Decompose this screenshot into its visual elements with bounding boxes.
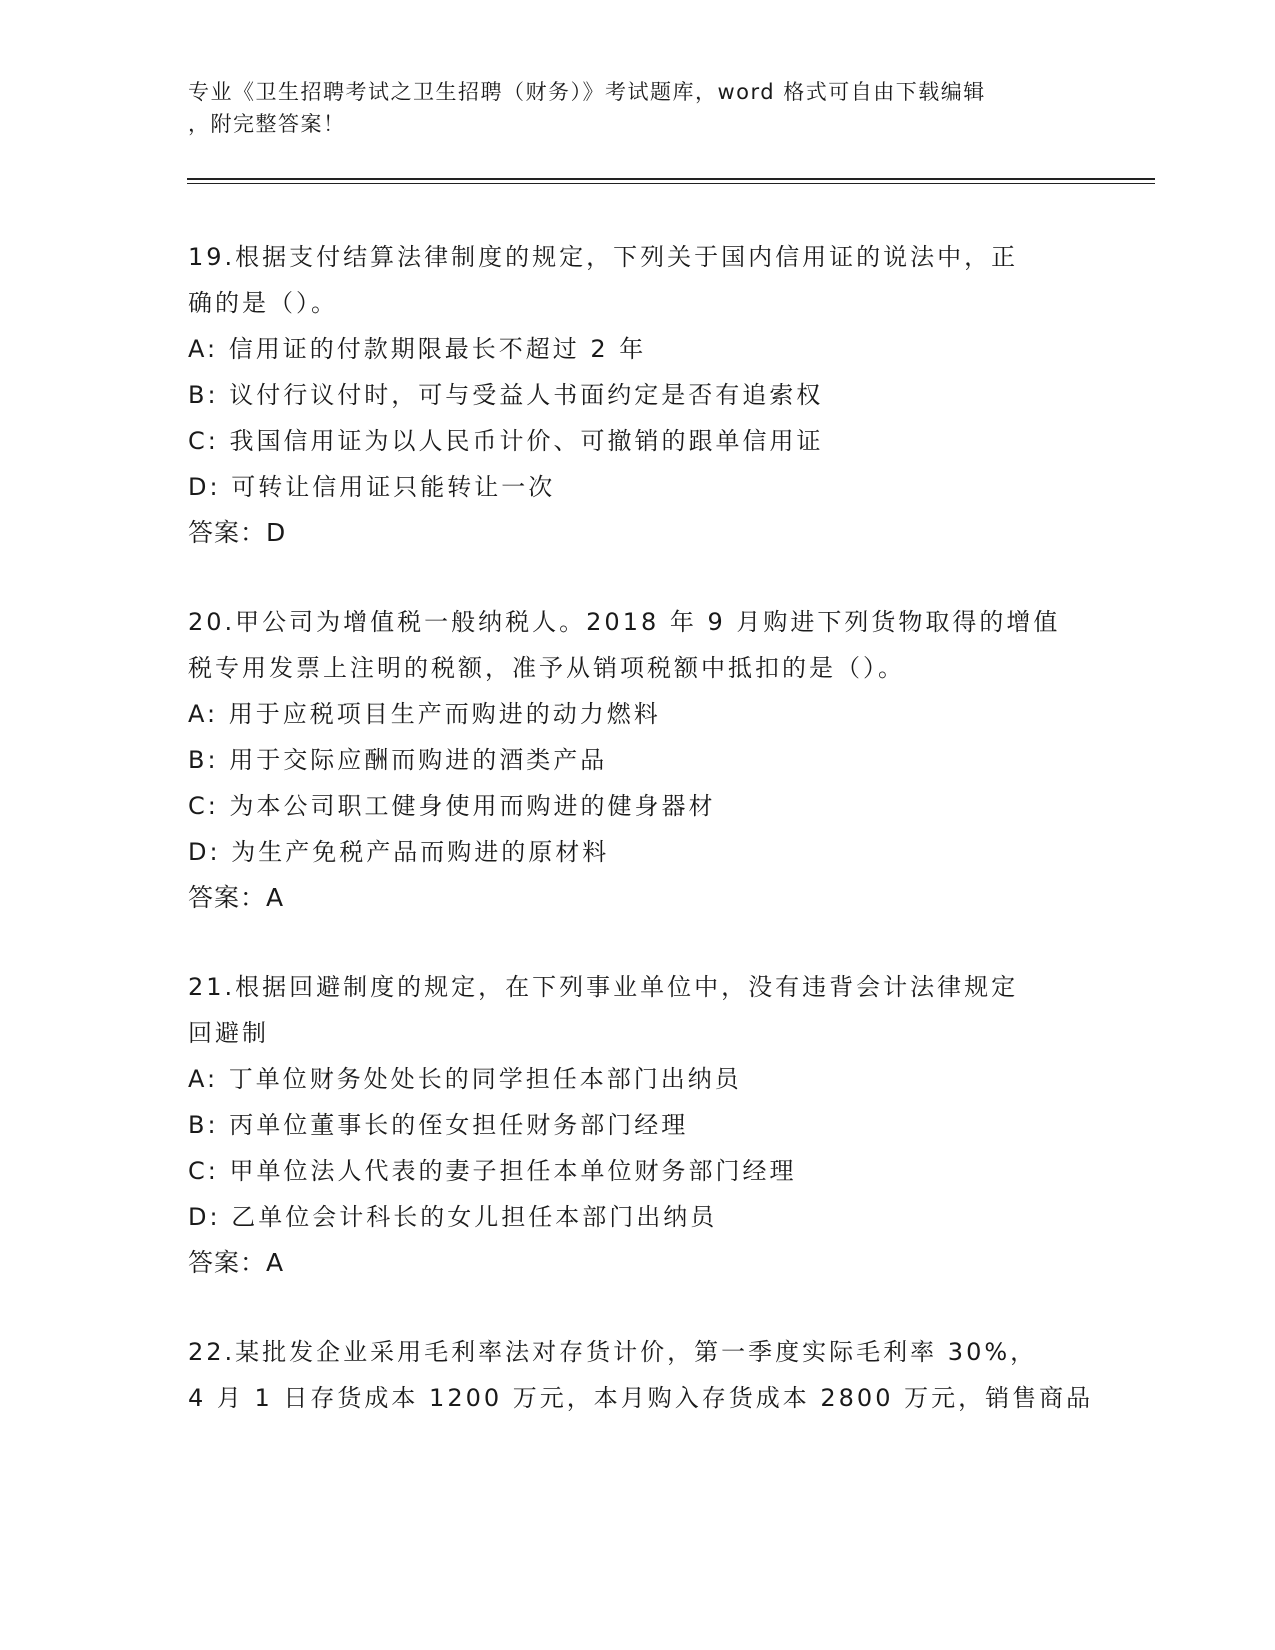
question-22 [188, 1329, 1094, 1421]
option-a [188, 1056, 1088, 1102]
option-label: C: [188, 792, 219, 820]
option-text: 甲单位法人代表的妻子担任本单位财务部门经理 [229, 1157, 797, 1185]
question-stem-line: 20.甲公司为增值税一般纳税人。2018 年 9 月购进下列货物取得的增值 [188, 608, 1061, 636]
option-c [188, 418, 1088, 464]
option-text: 丁单位财务处处长的同学担任本部门出纳员 [228, 1065, 742, 1093]
question-stem-line: 税专用发票上注明的税额，准予从销项税额中抵扣的是（）。 [188, 654, 905, 682]
question-stem-line: 4 月 1 日存货成本 1200 万元，本月购入存货成本 2800 万元，销售商品 [188, 1384, 1094, 1412]
option-text: 我国信用证为以人民币计价、可撤销的跟单信用证 [229, 427, 824, 455]
question-stem-line: 21.根据回避制度的规定，在下列事业单位中，没有违背会计法律规定 [188, 973, 1019, 1001]
option-b [188, 737, 1088, 783]
option-text: 为生产免税产品而购进的原材料 [231, 838, 610, 866]
answer-line: 答案：D [188, 518, 287, 547]
option-text: 为本公司职工健身使用而购进的健身器材 [229, 792, 716, 820]
answer-line: 答案：A [188, 883, 285, 912]
option-text: 可转让信用证只能转让一次 [231, 473, 556, 501]
question-19 [188, 234, 1088, 556]
option-d [188, 829, 1088, 875]
header-line-1: 专业《卫生招聘考试之卫生招聘（财务）》考试题库，word 格式可自由下载编辑 [188, 80, 986, 104]
header-divider-thin [187, 183, 1155, 184]
answer-line: 答案：A [188, 1248, 285, 1277]
option-label: D: [188, 473, 221, 501]
question-stem-line: 19.根据支付结算法律制度的规定，下列关于国内信用证的说法中，正 [188, 243, 1019, 271]
option-text: 用于交际应酬而购进的酒类产品 [229, 746, 608, 774]
question-20 [188, 599, 1088, 921]
question-21 [188, 964, 1088, 1286]
option-c [188, 1148, 1088, 1194]
option-b [188, 1102, 1088, 1148]
header-line-2: ，附完整答案！ [188, 112, 346, 136]
question-stem-line: 22.某批发企业采用毛利率法对存货计价，第一季度实际毛利率 30%， [188, 1338, 1038, 1366]
option-text: 丙单位董事长的侄女担任财务部门经理 [229, 1111, 689, 1139]
option-label: A: [188, 1065, 219, 1093]
option-b [188, 372, 1088, 418]
option-d [188, 1194, 1088, 1240]
option-label: A: [188, 335, 219, 363]
option-label: B: [188, 1111, 219, 1139]
option-text: 议付行议付时，可与受益人书面约定是否有追索权 [229, 381, 824, 409]
option-label: C: [188, 1157, 219, 1185]
option-label: B: [188, 746, 219, 774]
question-stem-line: 回避制 [188, 1019, 269, 1047]
option-text: 乙单位会计科长的女儿担任本部门出纳员 [231, 1203, 718, 1231]
option-c [188, 783, 1088, 829]
option-text: 信用证的付款期限最长不超过 2 年 [228, 335, 647, 363]
option-text: 用于应税项目生产而购进的动力燃料 [228, 700, 661, 728]
option-label: B: [188, 381, 219, 409]
option-label: C: [188, 427, 219, 455]
header-divider-thick [187, 178, 1155, 180]
option-label: A: [188, 700, 219, 728]
option-a [188, 326, 1088, 372]
option-a [188, 691, 1088, 737]
question-stem-line: 确的是（）。 [188, 289, 338, 317]
option-d [188, 464, 1088, 510]
document-header [188, 76, 1088, 140]
option-label: D: [188, 838, 221, 866]
option-label: D: [188, 1203, 221, 1231]
